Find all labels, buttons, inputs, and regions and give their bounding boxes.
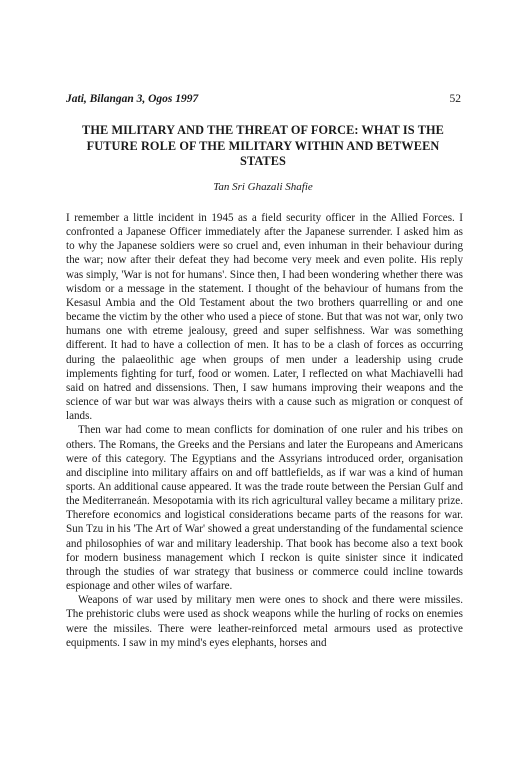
title-line-1: THE MILITARY AND THE THREAT OF FORCE: WHAT IS THE [82,123,444,137]
body-paragraph-1: I remember a little incident in 1945 as a field security officer in the Allied Forces. I confronted a Japanese Officer immediately after the Japanese surrender. I asked him as to why the Japanese soldiers were so cruel and, even inhuman in their behaviour during the war; now after their defeat they had become very meek and even polite. His reply was simply, 'War is not for humans'. Since then, I had been wondering whether there was wisdom or a message in the statement. I thought of the behaviour of humans from the Kesasul Ambia and the Old Testament about the two brothers quarrelling or and one became the victim by the other who used a piece of stone. But that was not war, only two humans one with etreme jealousy, greed and super selfishness. War was something different. It had to have a collection of men. It has to be a clash of forces as occurring during the palaeolithic age when groups of men under a leadership using crude implements fighting for turf, food or women. Later, I reflected on what Machiavelli had said on hatred and dissensions. Then, I saw humans improving their weapons and the science of war but war was always theirs with a cause such as migration or conquest of lands. [66,212,463,423]
journal-citation: Jati, Bilangan 3, Ogos 1997 [66,93,199,105]
body-paragraph-3: Weapons of war used by military men were ones to shock and there were missiles. The prehistoric clubs were used as shock weapons while the hurling of rocks on enemies were the missiles. There were leather-reinforced metal armours used as protective equipments. I saw in my mind's eyes elephants, horses and [66,594,463,649]
title-line-2: FUTURE ROLE OF THE MILITARY WITHIN AND BETWEEN [86,138,440,153]
article-title [66,123,460,170]
running-header [66,93,461,109]
title-line-3: STATES [240,154,286,168]
page-number: 52 [449,93,461,105]
article-body [66,211,463,650]
author-byline: Tan Sri Ghazali Shafie [213,181,313,193]
body-paragraph-2: Then war had come to mean conflicts for domination of one ruler and his tribes on others. The Romans, the Greeks and the Persians and later the Europeans and Americans were of this category. The Egyptians and the Assyrians introduced order, organisation and discipline into military affairs on and off battlefields, as if war was a kind of human sports. An additional cause appeared. It was the trade route between the Persian Gulf and the Mediterraneán. Mesopotamia with its rich agricultural valley became a military prize. Therefore economics and logistical considerations became parts of the reasons for war. Sun Tzu in his 'The Art of War' showed a great understanding of the fundamental science and philosophies of war and military leadership. That book has become also a text book for modern business management which I reckon is quite sinister since it indicated through the studies of war strategy that business or commerce could incline towards espionage and other wiles of warfare. [66,424,463,593]
